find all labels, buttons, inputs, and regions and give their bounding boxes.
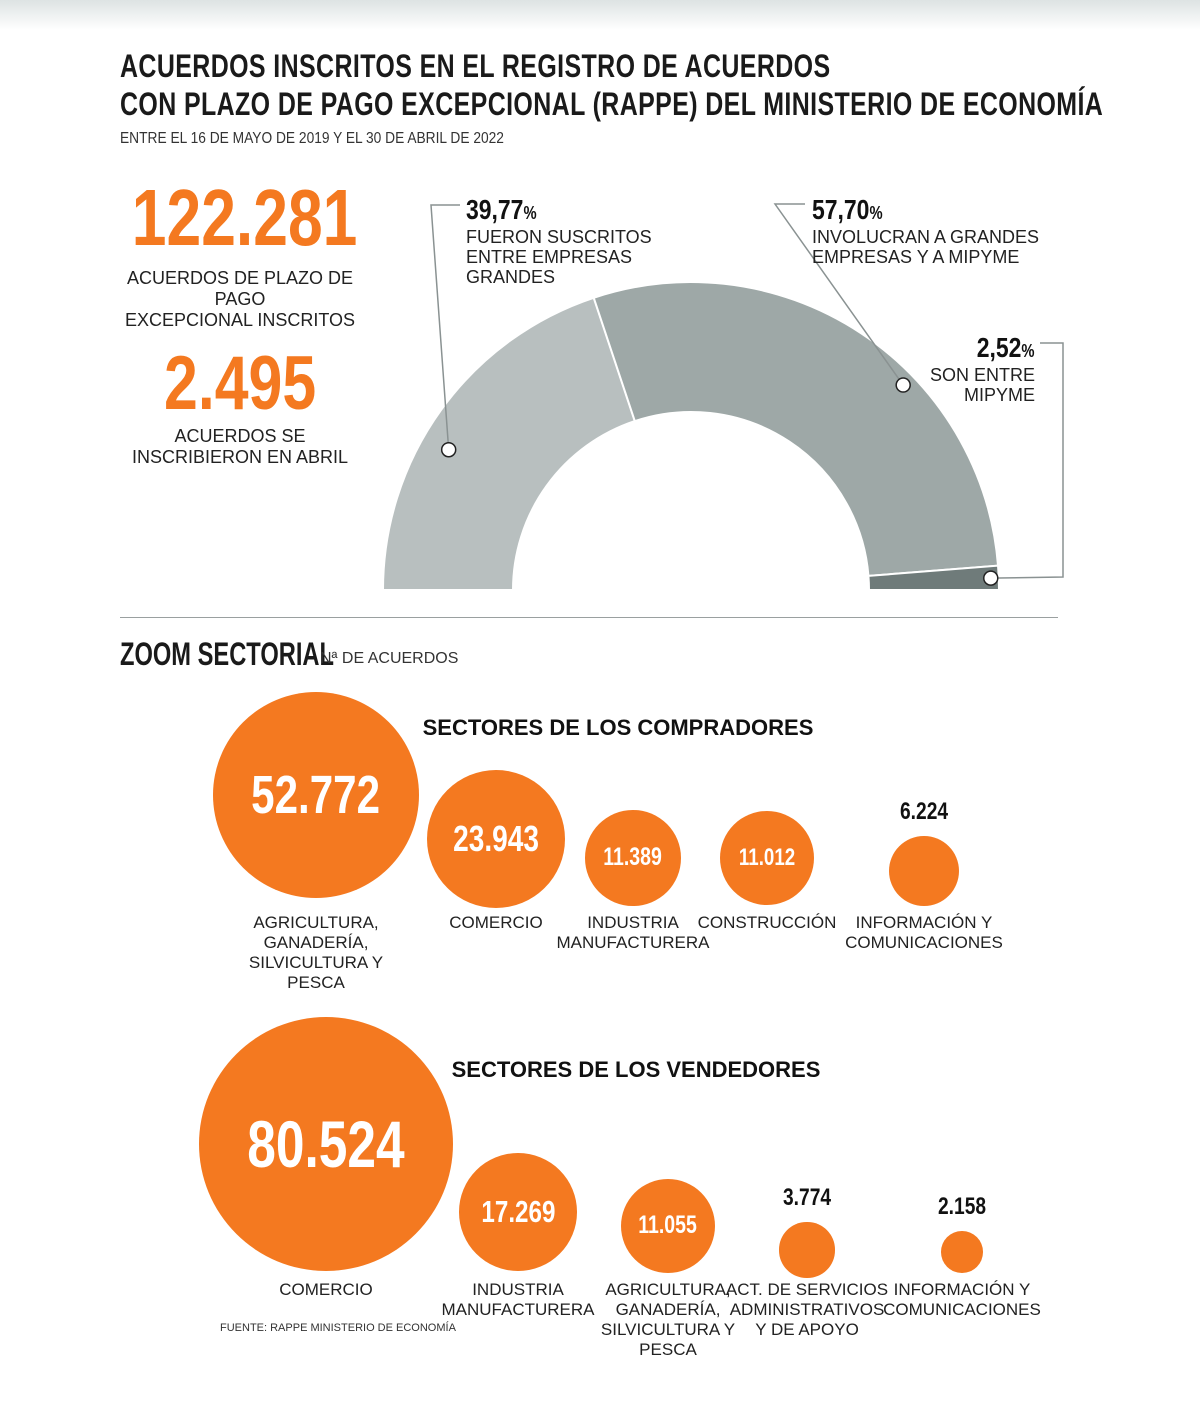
bubble-label: AGRICULTURA, GANADERÍA, SILVICULTURA Y PESCA (248, 913, 384, 992)
bubble-label: INFORMACIÓN Y COMUNICACIONES (845, 913, 1003, 952)
half-donut-chart (0, 0, 1200, 610)
bubble-label: INDUSTRIA MANUFACTURERA (556, 913, 710, 952)
total-agreements-label: ACUERDOS DE PLAZO DE PAGO EXCEPCIONAL INSCRITOS (124, 268, 356, 330)
bubble-value: 2.158 (937, 1193, 987, 1221)
bubble-value: 23.943 (453, 817, 539, 859)
april-agreements-value: 2.495 (163, 341, 317, 426)
leader-marker-2 (984, 571, 998, 585)
bubble-label: COMERCIO (279, 1280, 373, 1299)
sellers-section-title: SECTORES DE LOS VENDEDORES (451, 1057, 821, 1082)
slice-label-mipyme: 2,52% SON ENTRE MIPYME (929, 332, 1035, 405)
bubble-label: INFORMACIÓN Y COMUNICACIONES (883, 1280, 1041, 1319)
section-divider (120, 617, 1058, 618)
title-line-1: ACUERDOS INSCRITOS EN EL REGISTRO DE ACUERDOS (120, 48, 831, 84)
zoom-title: ZOOM SECTORIAL (120, 636, 334, 672)
subtitle: ENTRE EL 16 DE MAYO DE 2019 Y EL 30 DE ABRIL DE 2022 (120, 130, 504, 147)
bubble-value: 11.389 (603, 843, 663, 872)
source-note: FUENTE: RAPPE MINISTERIO DE ECONOMÍA (220, 1322, 456, 1334)
bubble-label: CONSTRUCCIÓN (697, 913, 837, 932)
bubble-value: 3.774 (782, 1184, 832, 1212)
seller-bubble (941, 1231, 983, 1273)
buyers-section-title: SECTORES DE LOS COMPRADORES (422, 715, 814, 740)
bubble-label: INDUSTRIA MANUFACTURERA (441, 1280, 595, 1319)
bubble-value: 52.772 (251, 765, 381, 825)
slice-label-large: 39,77% FUERON SUSCRITOS ENTRE EMPRESAS GRANDES (466, 194, 652, 287)
leader-marker-0 (442, 443, 456, 457)
seller-bubble (621, 1179, 715, 1273)
buyer-bubble (889, 836, 960, 907)
seller-bubble (199, 1017, 453, 1271)
buyer-bubble (585, 810, 681, 906)
buyer-bubble (720, 811, 814, 905)
seller-bubble (459, 1153, 577, 1271)
bubble-value: 17.269 (481, 1193, 555, 1229)
seller-bubble (779, 1222, 834, 1277)
bubble-label: AGRICULTURA, GANADERÍA, SILVICULTURA Y PESCA (600, 1280, 736, 1359)
donut-slice-0 (383, 298, 635, 590)
bubble-value: 11.055 (638, 1211, 698, 1240)
bubble-label: ACT. DE SERVICIOS ADMINISTRATIVOS Y DE APOYO (725, 1280, 889, 1339)
bubble-label: COMERCIO (449, 913, 543, 932)
title-line-2: CON PLAZO DE PAGO EXCEPCIONAL (RAPPE) DEL MINISTERIO DE ECONOMÍA (120, 86, 1104, 122)
total-agreements-value: 122.281 (131, 173, 358, 262)
buyer-bubble (427, 770, 566, 909)
slice-label-mixed: 57,70% INVOLUCRAN A GRANDES EMPRESAS Y A MIPYME (812, 194, 1040, 267)
zoom-subtitle: Nª DE ACUERDOS (320, 650, 459, 667)
april-agreements-label: ACUERDOS SE INSCRIBIERON EN ABRIL (131, 426, 349, 467)
bubble-value: 6.224 (899, 797, 949, 825)
donut-slice-1 (594, 282, 998, 576)
bubble-value: 80.524 (247, 1106, 405, 1181)
buyer-bubble (213, 692, 419, 898)
bubble-value: 11.012 (738, 843, 796, 871)
